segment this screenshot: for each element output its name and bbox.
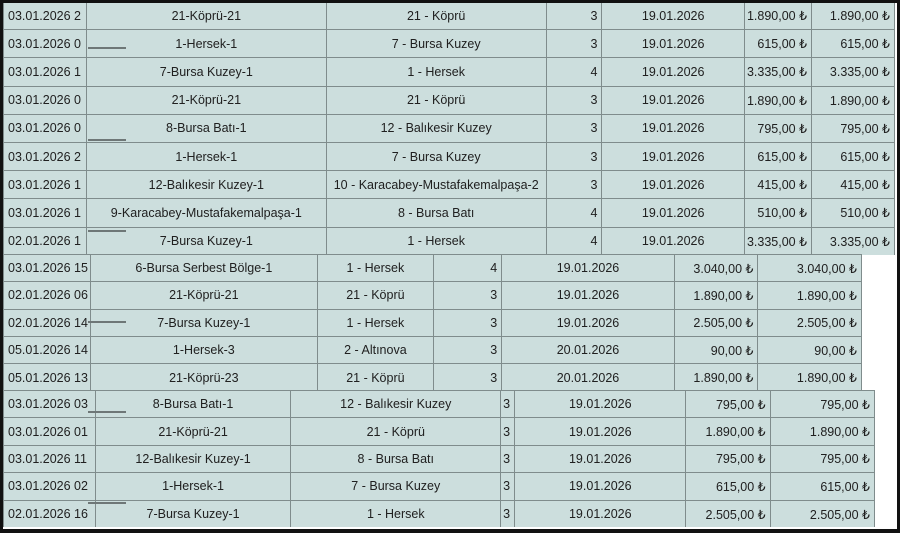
destination-station-cell: 1 - Hersek [317,309,433,336]
date-cell: 03.01.2026 03 [4,391,96,418]
origin-station-cell: 8-Bursa Batı-1 [86,114,326,142]
total-cell: 2.505,00 ₺ [758,309,862,336]
due-date-cell: 19.01.2026 [602,199,745,227]
price-cell: 3.335,00 ₺ [744,58,811,86]
date-cell: 03.01.2026 0 [4,114,87,142]
total-cell: 615,00 ₺ [812,142,895,170]
date-cell: 05.01.2026 14 [4,336,91,363]
vehicle-class-cell: 3 [546,2,602,30]
table-row[interactable] [4,2,895,30]
date-cell: 03.01.2026 2 [4,142,87,170]
vehicle-class-cell: 3 [434,282,502,309]
destination-station-cell: 10 - Karacabey-Mustafakemalpaşa-2 [326,171,546,199]
due-date-cell: 20.01.2026 [502,336,674,363]
destination-station-cell: 1 - Hersek [317,255,433,282]
table-row[interactable] [4,364,862,391]
date-cell: 03.01.2026 1 [4,58,87,86]
origin-station-cell: 21-Köprü-23 [90,364,317,391]
price-cell: 1.890,00 ₺ [744,2,811,30]
vehicle-class-cell: 3 [546,171,602,199]
total-cell: 2.505,00 ₺ [770,500,874,527]
price-cell: 2.505,00 ₺ [686,500,770,527]
overlap-line [88,230,126,232]
overlap-line [88,321,126,323]
origin-station-cell: 9-Karacabey-Mustafakemalpaşa-1 [86,199,326,227]
due-date-cell: 19.01.2026 [602,2,745,30]
overlap-line [88,411,126,413]
vehicle-class-cell: 3 [501,473,515,500]
total-cell: 795,00 ₺ [770,445,874,472]
table-row[interactable] [4,391,875,418]
table-row[interactable] [4,418,875,445]
price-cell: 510,00 ₺ [744,199,811,227]
vehicle-class-cell: 3 [434,364,502,391]
price-cell: 1.890,00 ₺ [674,364,758,391]
due-date-cell: 19.01.2026 [602,142,745,170]
total-cell: 3.335,00 ₺ [812,58,895,86]
origin-station-cell: 1-Hersek-1 [86,30,326,58]
total-cell: 795,00 ₺ [770,391,874,418]
origin-station-cell: 8-Bursa Batı-1 [95,391,291,418]
origin-station-cell: 12-Balıkesir Kuzey-1 [86,171,326,199]
table-row[interactable] [4,336,862,363]
due-date-cell: 19.01.2026 [515,391,686,418]
price-cell: 795,00 ₺ [686,445,770,472]
vehicle-class-cell: 3 [546,30,602,58]
table-row[interactable] [4,142,895,170]
vehicle-class-cell: 3 [501,418,515,445]
overlap-line [88,502,126,504]
vehicle-class-cell: 3 [546,86,602,114]
origin-station-cell: 1-Hersek-1 [95,473,291,500]
origin-station-cell: 7-Bursa Kuzey-1 [86,58,326,86]
due-date-cell: 19.01.2026 [602,227,745,255]
price-cell: 3.040,00 ₺ [674,255,758,282]
due-date-cell: 19.01.2026 [502,255,674,282]
total-cell: 1.890,00 ₺ [770,418,874,445]
destination-station-cell: 21 - Köprü [291,418,501,445]
due-date-cell: 19.01.2026 [502,309,674,336]
total-cell: 415,00 ₺ [812,171,895,199]
due-date-cell: 19.01.2026 [602,171,745,199]
price-cell: 615,00 ₺ [744,142,811,170]
destination-station-cell: 2 - Altınova [317,336,433,363]
price-cell: 795,00 ₺ [686,391,770,418]
price-cell: 1.890,00 ₺ [686,418,770,445]
total-cell: 615,00 ₺ [812,30,895,58]
table-row[interactable] [4,445,875,472]
vehicle-class-cell: 4 [546,199,602,227]
table-row[interactable] [4,86,895,114]
destination-station-cell: 8 - Bursa Batı [291,445,501,472]
price-cell: 2.505,00 ₺ [674,309,758,336]
vehicle-class-cell: 3 [501,500,515,527]
total-cell: 1.890,00 ₺ [758,364,862,391]
origin-station-cell: 21-Köprü-21 [86,2,326,30]
date-cell: 03.01.2026 2 [4,2,87,30]
origin-station-cell: 12-Balıkesir Kuzey-1 [95,445,291,472]
total-cell: 615,00 ₺ [770,473,874,500]
date-cell: 03.01.2026 01 [4,418,96,445]
vehicle-class-cell: 3 [501,445,515,472]
records-table-block-3 [3,390,875,527]
date-cell: 03.01.2026 0 [4,30,87,58]
origin-station-cell: 1-Hersek-3 [90,336,317,363]
price-cell: 90,00 ₺ [674,336,758,363]
origin-station-cell: 7-Bursa Kuzey-1 [95,500,291,527]
destination-station-cell: 1 - Hersek [326,58,546,86]
date-cell: 02.01.2026 1 [4,227,87,255]
vehicle-class-cell: 3 [546,114,602,142]
date-cell: 02.01.2026 14 [4,309,91,336]
table-row[interactable] [4,255,862,282]
price-cell: 3.335,00 ₺ [744,227,811,255]
table-row[interactable] [4,473,875,500]
vehicle-class-cell: 3 [546,142,602,170]
due-date-cell: 19.01.2026 [515,473,686,500]
destination-station-cell: 21 - Köprü [317,364,433,391]
table-row[interactable] [4,500,875,527]
vehicle-class-cell: 3 [434,336,502,363]
date-cell: 03.01.2026 02 [4,473,96,500]
records-table-block-2 [3,254,862,391]
destination-station-cell: 1 - Hersek [291,500,501,527]
due-date-cell: 19.01.2026 [515,445,686,472]
date-cell: 02.01.2026 16 [4,500,96,527]
destination-station-cell: 21 - Köprü [317,282,433,309]
due-date-cell: 19.01.2026 [602,58,745,86]
origin-station-cell: 21-Köprü-21 [86,86,326,114]
records-table-block-1 [3,1,895,255]
destination-station-cell: 7 - Bursa Kuzey [326,30,546,58]
due-date-cell: 19.01.2026 [502,282,674,309]
due-date-cell: 19.01.2026 [602,114,745,142]
origin-station-cell: 7-Bursa Kuzey-1 [90,309,317,336]
vehicle-class-cell: 3 [434,309,502,336]
price-cell: 415,00 ₺ [744,171,811,199]
date-cell: 03.01.2026 1 [4,171,87,199]
due-date-cell: 19.01.2026 [515,500,686,527]
price-cell: 1.890,00 ₺ [674,282,758,309]
overlap-line [88,47,126,49]
price-cell: 795,00 ₺ [744,114,811,142]
destination-station-cell: 1 - Hersek [326,227,546,255]
vehicle-class-cell: 4 [434,255,502,282]
origin-station-cell: 7-Bursa Kuzey-1 [86,227,326,255]
total-cell: 3.335,00 ₺ [812,227,895,255]
due-date-cell: 19.01.2026 [602,86,745,114]
origin-station-cell: 21-Köprü-21 [90,282,317,309]
date-cell: 03.01.2026 0 [4,86,87,114]
overlap-line [88,139,126,141]
destination-station-cell: 7 - Bursa Kuzey [326,142,546,170]
vehicle-class-cell: 4 [546,58,602,86]
total-cell: 1.890,00 ₺ [758,282,862,309]
destination-station-cell: 21 - Köprü [326,2,546,30]
date-cell: 02.01.2026 06 [4,282,91,309]
table-row[interactable] [4,199,895,227]
vehicle-class-cell: 4 [546,227,602,255]
date-cell: 03.01.2026 11 [4,445,96,472]
table-row[interactable] [4,58,895,86]
destination-station-cell: 12 - Balıkesir Kuzey [326,114,546,142]
price-cell: 615,00 ₺ [744,30,811,58]
table-row[interactable] [4,227,895,255]
price-cell: 1.890,00 ₺ [744,86,811,114]
destination-station-cell: 12 - Balıkesir Kuzey [291,391,501,418]
due-date-cell: 20.01.2026 [502,364,674,391]
total-cell: 795,00 ₺ [812,114,895,142]
vehicle-class-cell: 3 [501,391,515,418]
origin-station-cell: 6-Bursa Serbest Bölge-1 [90,255,317,282]
table-row[interactable] [4,171,895,199]
table-row[interactable] [4,30,895,58]
table-row[interactable] [4,309,862,336]
destination-station-cell: 8 - Bursa Batı [326,199,546,227]
total-cell: 90,00 ₺ [758,336,862,363]
total-cell: 510,00 ₺ [812,199,895,227]
date-cell: 03.01.2026 1 [4,199,87,227]
origin-station-cell: 21-Köprü-21 [95,418,291,445]
total-cell: 1.890,00 ₺ [812,86,895,114]
date-cell: 05.01.2026 13 [4,364,91,391]
total-cell: 1.890,00 ₺ [812,2,895,30]
destination-station-cell: 7 - Bursa Kuzey [291,473,501,500]
destination-station-cell: 21 - Köprü [326,86,546,114]
table-row[interactable] [4,114,895,142]
origin-station-cell: 1-Hersek-1 [86,142,326,170]
date-cell: 03.01.2026 15 [4,255,91,282]
price-cell: 615,00 ₺ [686,473,770,500]
due-date-cell: 19.01.2026 [602,30,745,58]
table-row[interactable] [4,282,862,309]
due-date-cell: 19.01.2026 [515,418,686,445]
total-cell: 3.040,00 ₺ [758,255,862,282]
